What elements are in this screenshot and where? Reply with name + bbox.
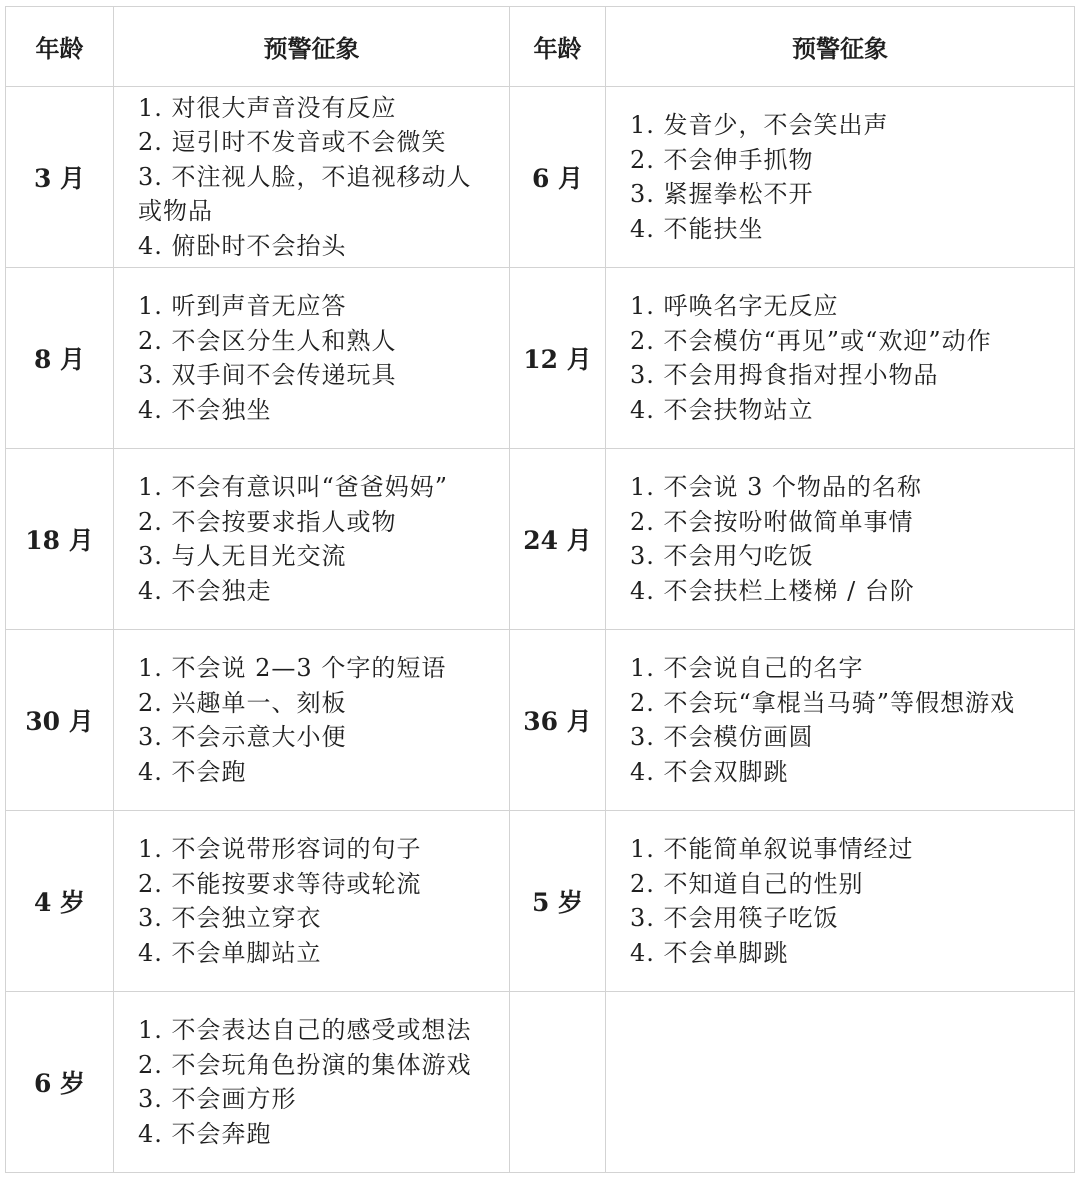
sign-item: 4. 不会单脚站立 <box>138 938 322 967</box>
sign-item: 3. 双手间不会传递玩具 <box>138 361 397 389</box>
left-age-cell: 8 月 <box>6 268 114 449</box>
table-row <box>6 87 1075 268</box>
right-age-cell: 12 月 <box>510 268 606 449</box>
right-signs-cell <box>606 992 1075 1173</box>
sign-item: 或物品 <box>138 197 213 226</box>
sign-item: 3. 不会用勺吃饭 <box>630 542 814 570</box>
table-row <box>6 811 1075 992</box>
sign-item: 2. 不会按要求指人或物 <box>138 507 397 536</box>
left-age-cell: 18 月 <box>6 449 114 630</box>
sign-item: 1. 不会表达自己的感受或想法 <box>138 1016 472 1044</box>
sign-item: 3. 不注视人脸，不追视移动人 <box>138 162 472 191</box>
sign-item: 3. 与人无目光交流 <box>138 542 347 570</box>
sign-item: 4. 不会独走 <box>138 576 272 605</box>
sign-item: 2. 兴趣单一、刻板 <box>138 688 347 717</box>
sign-item: 1. 发音少，不会笑出声 <box>630 111 889 139</box>
sign-item: 2. 不会按吩咐做简单事情 <box>630 507 914 536</box>
sign-item: 4. 不会独坐 <box>138 395 272 424</box>
sign-item: 2. 逗引时不发音或不会微笑 <box>138 128 447 157</box>
sign-item: 3. 不会独立穿衣 <box>138 904 322 932</box>
sign-item: 1. 不会说 2—3 个字的短语 <box>138 654 447 682</box>
sign-item: 2. 不能按要求等待或轮流 <box>138 869 422 898</box>
table-body <box>6 87 1075 1173</box>
sign-item: 2. 不知道自己的性别 <box>630 869 864 898</box>
warning-signs-table <box>5 6 1075 1173</box>
sign-item: 4. 俯卧时不会抬头 <box>138 231 347 260</box>
header-age-right: 年龄 <box>510 7 606 87</box>
sign-item: 4. 不会双脚跳 <box>630 757 789 786</box>
sign-item: 4. 不会扶物站立 <box>630 395 814 424</box>
left-age-cell: 4 岁 <box>6 811 114 992</box>
table-row <box>6 630 1075 811</box>
sign-item: 3. 紧握拳松不开 <box>630 180 814 208</box>
sign-item: 1. 不会有意识叫“爸爸妈妈” <box>138 473 449 501</box>
sign-item: 1. 对很大声音没有反应 <box>138 93 397 122</box>
header-signs-right: 预警征象 <box>606 7 1075 87</box>
sign-item: 2. 不会区分生人和熟人 <box>138 326 397 355</box>
table-row <box>6 992 1075 1173</box>
sign-item: 3. 不会用筷子吃饭 <box>630 904 839 932</box>
right-signs-cell <box>606 449 1075 630</box>
sign-item: 1. 不会说 3 个物品的名称 <box>630 473 923 501</box>
sign-item: 4. 不能扶坐 <box>630 214 764 243</box>
sign-item: 4. 不会奔跑 <box>138 1119 272 1148</box>
right-signs-cell <box>606 87 1075 268</box>
left-age-cell: 3 月 <box>6 87 114 268</box>
right-signs-cell <box>606 630 1075 811</box>
sign-item: 1. 呼唤名字无反应 <box>630 292 839 320</box>
right-age-cell: 24 月 <box>510 449 606 630</box>
sign-item: 1. 听到声音无应答 <box>138 292 347 320</box>
left-signs-cell <box>114 449 510 630</box>
sign-item: 2. 不会玩“拿棍当马骑”等假想游戏 <box>630 688 1016 717</box>
left-signs-cell <box>114 87 510 268</box>
sign-item: 4. 不会扶栏上楼梯 / 台阶 <box>630 576 915 605</box>
left-age-cell: 6 岁 <box>6 992 114 1173</box>
left-signs-cell <box>114 811 510 992</box>
sign-item: 3. 不会模仿画圆 <box>630 723 814 751</box>
right-age-cell: 6 月 <box>510 87 606 268</box>
left-signs-cell <box>114 992 510 1173</box>
right-signs-cell <box>606 811 1075 992</box>
sign-item: 4. 不会单脚跳 <box>630 938 789 967</box>
sign-item: 2. 不会玩角色扮演的集体游戏 <box>138 1050 472 1079</box>
left-age-cell: 30 月 <box>6 630 114 811</box>
sign-item: 4. 不会跑 <box>138 757 247 786</box>
left-signs-cell <box>114 630 510 811</box>
right-signs-cell <box>606 268 1075 449</box>
header-signs-left: 预警征象 <box>114 7 510 87</box>
right-age-cell <box>510 992 606 1173</box>
sign-item: 3. 不会画方形 <box>138 1085 297 1113</box>
table-row <box>6 268 1075 449</box>
table-row <box>6 449 1075 630</box>
right-age-cell: 5 岁 <box>510 811 606 992</box>
sign-item: 3. 不会用拇食指对捏小物品 <box>630 361 939 389</box>
header-age-left: 年龄 <box>6 7 114 87</box>
sign-item: 1. 不会说自己的名字 <box>630 654 864 682</box>
right-age-cell: 36 月 <box>510 630 606 811</box>
sign-item: 2. 不会伸手抓物 <box>630 145 814 174</box>
sign-item: 2. 不会模仿“再见”或“欢迎”动作 <box>630 326 992 355</box>
sign-item: 1. 不会说带形容词的句子 <box>138 835 422 863</box>
sign-item: 1. 不能简单叙说事情经过 <box>630 835 914 863</box>
left-signs-cell <box>114 268 510 449</box>
header-row <box>6 7 1075 87</box>
sign-item: 3. 不会示意大小便 <box>138 723 347 751</box>
